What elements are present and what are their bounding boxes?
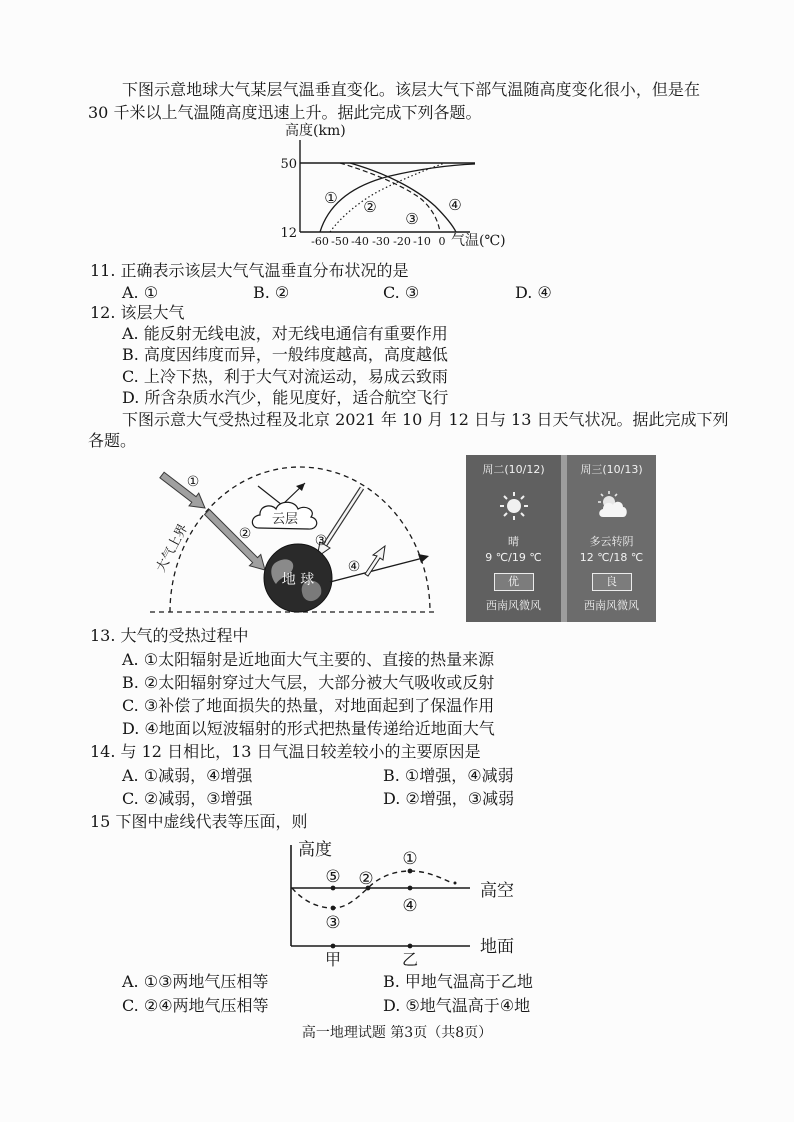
earth-label: 地 球	[281, 572, 315, 588]
curve-label-3: ③	[405, 210, 419, 228]
y-axis-label: 高度(km)	[285, 123, 346, 139]
upper-label: 高空	[480, 881, 514, 901]
weather-day-tuesday	[466, 455, 561, 622]
q13-option-c[interactable]: C. ③补偿了地面损失的热量，对地面起到了保温作用	[122, 696, 495, 715]
y-tick-12: 12	[280, 226, 297, 241]
x-tick: -10	[413, 235, 431, 248]
x-tick: -30	[372, 235, 390, 248]
curve-label-1: ①	[324, 189, 338, 207]
q11-option-a[interactable]: A. ①	[122, 283, 159, 302]
intro-stratosphere-line-2: 30 千米以上气温随高度迅速上升。据此完成下列各题。	[88, 103, 482, 122]
q13-option-d[interactable]: D. ④地面以短波辐射的形式把热量传递给近地面大气	[122, 719, 495, 738]
point-label-2: ②	[358, 869, 374, 889]
q11-option-c[interactable]: C. ③	[383, 283, 420, 302]
q15-option-d[interactable]: D. ⑤地气温高于④地	[383, 996, 531, 1015]
weather-temps: 9 ℃/19 ℃	[485, 551, 542, 564]
point-label-1: ①	[402, 849, 418, 869]
arrow-label-2: ②	[238, 526, 252, 542]
weather-panel	[466, 455, 656, 622]
x-tick: -50	[331, 235, 349, 248]
site-yi-dot	[408, 944, 413, 949]
x-tick: -40	[351, 235, 369, 248]
y-axis-label: 高度	[298, 840, 332, 860]
point-3-dot	[331, 906, 336, 911]
weather-wind: 西南风微风	[486, 599, 541, 612]
q13-stem: 13. 大气的受热过程中	[90, 626, 249, 645]
cloud-label: 云层	[271, 512, 299, 527]
arrow-label-3: ③	[314, 533, 328, 549]
cloudy-sun-icon	[595, 489, 629, 523]
site-label-yi: 乙	[401, 950, 419, 969]
point-label-4: ④	[402, 896, 418, 916]
q14-option-c[interactable]: C. ②减弱，③增强	[122, 789, 253, 808]
temperature-profile-figure	[270, 118, 515, 253]
heating-process-figure	[145, 460, 440, 620]
x-tick: -20	[393, 235, 411, 248]
y-tick-50: 50	[280, 157, 297, 172]
weather-condition: 晴	[508, 535, 519, 548]
air-quality-badge: 良	[592, 573, 632, 591]
q15-stem: 15 下图中虚线代表等压面，则	[90, 812, 308, 831]
q12-option-a[interactable]: A. 能反射无线电波，对无线电通信有重要作用	[122, 324, 448, 343]
weather-condition: 多云转阴	[589, 535, 634, 548]
point-label-3: ③	[325, 913, 341, 933]
ground-radiation-arrow	[365, 546, 385, 576]
q15-option-c[interactable]: C. ②④两地气压相等	[122, 996, 269, 1015]
q11-option-d[interactable]: D. ④	[515, 283, 552, 302]
intro-stratosphere-line-1: 下图示意地球大气某层气温垂直变化。该层大气下部气温随高度变化很小，但是在	[122, 80, 700, 99]
air-quality-badge: 优	[494, 573, 534, 591]
q14-option-a[interactable]: A. ①减弱，④增强	[122, 766, 253, 785]
x-axis-label: 气温(℃)	[451, 233, 506, 249]
q14-stem: 14. 与 12 日相比，13 日气温日较差较小的主要原因是	[90, 742, 481, 761]
point-4-dot	[408, 886, 413, 891]
q12-option-b[interactable]: B. 高度因纬度而异，一般纬度越高，高度越低	[122, 345, 448, 364]
ground-label: 地面	[480, 937, 514, 957]
site-jia-dot	[331, 944, 336, 949]
intro-heating-line-1: 下图示意大气受热过程及北京 2021 年 10 月 12 日与 13 日天气状况。据此完成下列	[122, 410, 729, 429]
isobar-figure	[285, 838, 525, 968]
q12-option-c[interactable]: C. 上冷下热，利于大气对流运动，易成云致雨	[122, 367, 448, 386]
curve-label-4: ④	[448, 196, 462, 214]
x-tick: 0	[438, 235, 446, 248]
weather-day-wednesday	[567, 455, 656, 622]
q11-stem: 11. 正确表示该层大气气温垂直分布状况的是	[90, 261, 409, 280]
curve-label-2: ②	[363, 198, 377, 216]
point-label-5: ⑤	[325, 867, 341, 887]
weather-date: 周二(10/12)	[482, 463, 545, 476]
curve-3	[330, 163, 445, 232]
q13-option-b[interactable]: B. ②太阳辐射穿过大气层，大部分被大气吸收或反射	[122, 673, 495, 692]
weather-wind: 西南风微风	[584, 599, 639, 612]
page-footer: 高一地理试题 第3页（共8页）	[301, 1025, 493, 1041]
weather-temps: 12 ℃/18 ℃	[579, 551, 644, 564]
boundary-label: 大气上界	[153, 521, 192, 575]
q11-option-b[interactable]: B. ②	[253, 283, 290, 302]
arrow-label-4: ④	[347, 559, 361, 575]
q12-stem: 12. 该层大气	[90, 303, 185, 322]
sunny-icon	[497, 489, 531, 523]
q14-option-d[interactable]: D. ②增强，③减弱	[383, 789, 515, 808]
weather-date: 周三(10/13)	[580, 463, 643, 476]
x-tick: -60	[311, 235, 329, 248]
point-1-dot	[408, 869, 413, 874]
site-label-jia: 甲	[324, 950, 342, 969]
intro-heating-line-2: 各题。	[88, 431, 137, 450]
arrow-label-1: ①	[186, 474, 200, 490]
q14-option-b[interactable]: B. ①增强，④减弱	[383, 766, 514, 785]
q15-option-b[interactable]: B. 甲地气温高于乙地	[383, 972, 533, 991]
q15-option-a[interactable]: A. ①③两地气压相等	[122, 972, 269, 991]
q12-option-d[interactable]: D. 所含杂质水汽少，能见度好，适合航空飞行	[122, 388, 449, 407]
q13-option-a[interactable]: A. ①太阳辐射是近地面大气主要的、直接的热量来源	[122, 650, 495, 669]
